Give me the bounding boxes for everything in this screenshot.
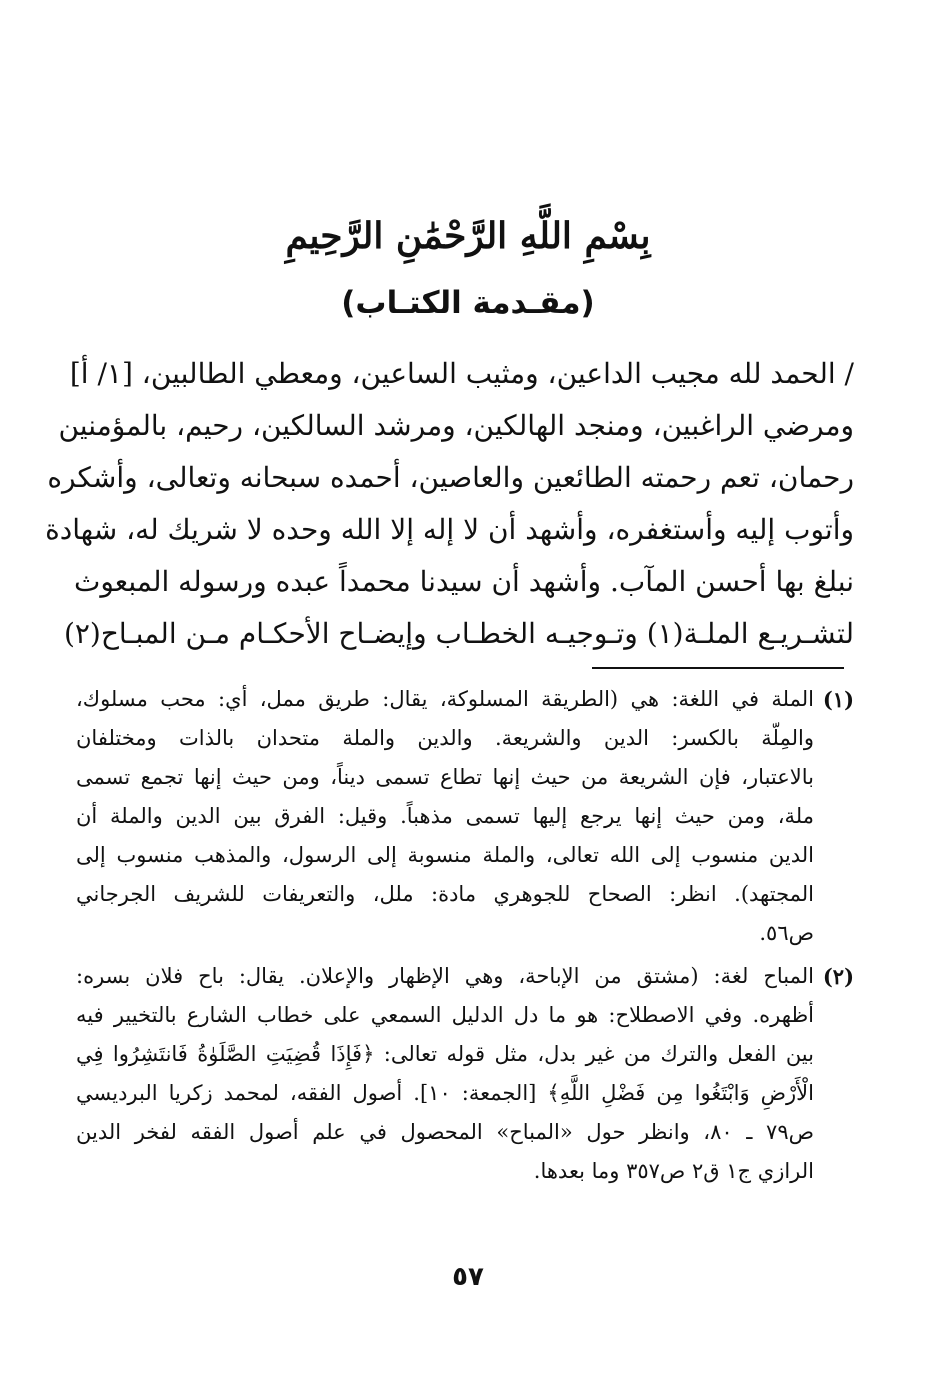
footnote-line: ص٥٦. xyxy=(759,921,814,945)
footnote-line: ملة، ومن حيث إنها يرجع إليها تسمى مذهباً. وقيل: الفرق بين الدين والملة أن xyxy=(76,804,814,828)
body-line: لتشـريـع الملـة(١) وتـوجيـه الخطـاب وإيضـاح الأحكـام مـن المبـاح(٢) xyxy=(63,617,854,650)
footnote-divider xyxy=(592,667,844,669)
footnote-line: الدين منسوب إلى الله تعالى، والملة منسوبة إلى الرسول، والمذهب منسوب إلى xyxy=(76,843,814,867)
footnote-line: الرازي ج١ ق٢ ص٣٥٧ وما بعدها. xyxy=(533,1159,814,1183)
main-paragraph xyxy=(45,348,854,660)
footnote-line: والمِلّة بالكسر: الدين والشريعة. والدين والملة متحدان بالذات ومختلفان xyxy=(76,726,814,750)
page-number: ٥٧ xyxy=(452,1262,484,1292)
footnote-line: المجتهد). انظر: الصحاح للجوهري مادة: ملل، والتعريفات للشريف الجرجاني xyxy=(76,882,814,906)
footnote-line: أظهره. وفي الاصطلاح: هو ما دل الدليل السمعي على خطاب الشارع بالتخيير فيه xyxy=(76,1003,814,1027)
basmala-calligraphy: بِسْمِ اللَّهِ الرَّحْمَٰنِ الرَّحِيمِ xyxy=(285,215,651,257)
body-line: ومرضي الراغبين، ومنجد الهالكين، ومرشد السالكين، رحيم، بالمؤمنين xyxy=(58,409,854,442)
body-line: رحمان، تعم رحمته الطائعين والعاصين، أحمده سبحانه وتعالى، وأشكره xyxy=(47,461,854,494)
body-line: / الحمد لله مجيب الداعين، ومثيب الساعين، ومعطي الطالبين، [١/ أ] xyxy=(69,357,854,390)
footnote-number: (١) xyxy=(822,687,854,712)
body-line: وأتوب إليه وأستغفره، وأشهد أن لا إله إلا الله وحده لا شريك له، شهادة xyxy=(45,513,854,546)
footnote-line: ص٧٩ ـ ٨٠، وانظر حول «المباح» المحصول في علم أصول الفقه لفخر الدين xyxy=(76,1120,814,1144)
footnote-number: (٢) xyxy=(822,964,854,989)
footnote-1 xyxy=(76,680,854,953)
footnote-line: بالاعتبار، فإن الشريعة من حيث إنها تطاع تسمى ديناً، ومن حيث إنها تجمع تسمى xyxy=(76,765,814,789)
footnote-line: بين الفعل والترك من غير بدل، مثل قوله تعالى: ﴿فَإِذَا قُضِيَتِ الصَّلَوٰةُ فَانتَشِرُوا فِي xyxy=(76,1042,814,1066)
footnote-2 xyxy=(76,957,854,1191)
footnotes-section xyxy=(76,680,854,1195)
footnote-line: الْأَرْضِ وَابْتَغُوا مِن فَضْلِ اللَّهِ﴾ [الجمعة: ١٠]. أصول الفقه، لمحمد زكريا البرديسي xyxy=(76,1081,814,1105)
section-heading: (مقـدمة الكتـاب) xyxy=(341,285,595,321)
footnote-line: المباح لغة: (مشتق من الإباحة، وهي الإظهار والإعلان. يقال: باح فلان بسره: xyxy=(76,964,814,988)
body-line: نبلغ بها أحسن المآب. وأشهد أن سيدنا محمداً عبده ورسوله المبعوث xyxy=(73,565,854,598)
footnote-line: الملة في اللغة: هي (الطريقة المسلوكة، يقال: طريق ممل، أي: محب مسلوك، xyxy=(76,687,814,711)
